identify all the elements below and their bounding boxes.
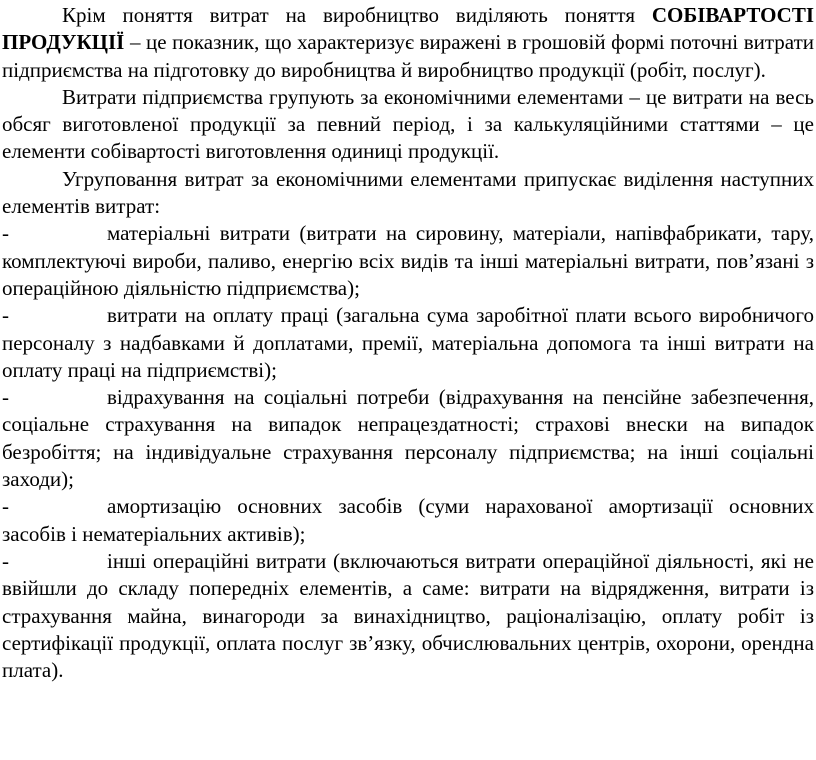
paragraph-elements-intro: Угруповання витрат за економічними елементами припускає виділення наступних елементів витрат: [2, 166, 814, 219]
term-cost-of-production: СОБІВАРТОСТІ ПРОДУКЦІЇ [2, 3, 814, 55]
list-item-text: матеріальні витрати (витрати на сировину, матеріали, напівфабрикати, тару, комплектуючі вироби, паливо, енергію всіх видів та інші матеріальні витрати, пов’язані з операційною діяльністю підприємства); [2, 221, 814, 300]
list-marker: - [2, 221, 9, 246]
list-marker: - [2, 385, 9, 410]
list-marker: - [2, 494, 9, 519]
list-marker: - [2, 548, 9, 573]
list-item-labor-costs [2, 302, 814, 384]
paragraph-cost-definition [2, 2, 814, 84]
list-marker: - [2, 303, 9, 328]
list-item-text: витрати на оплату праці (загальна сума заробітної плати всього виробничого персоналу з надбавками й доплатами, премії, матеріальна допомога та інші витрати на оплату праці на підприємстві); [2, 303, 814, 382]
list-item-text: відрахування на соціальні потреби (відрахування на пенсійне забезпечення, соціальне страхування на випадок непрацездатності; страхові внески на випадок безробіття; на індивідуальне страхування персоналу підприємства; на інші соціальні заходи); [2, 385, 814, 492]
list-item-text: інші операційні витрати (включаються витрати операційної діяльності, які не ввійшли до складу попередніх елементів, а саме: витрати на відрядження, витрати із страхування майна, винагороди за винахідництво, раціоналізацію, оплату робіт із сертифікації продукції, оплата послуг зв’язку, обчислювальних центрів, охорони, орендна плата). [2, 548, 814, 683]
paragraph-text-after: – це показник, що характеризує виражені в грошовій формі поточні витрати підприємства на підготовку до виробництва й виробництво продукції (робіт, послуг). [2, 30, 814, 82]
list-item-depreciation [2, 493, 814, 548]
list-item-other-operating-costs [2, 548, 814, 684]
list-item-social-contributions [2, 384, 814, 493]
list-item-material-costs [2, 220, 814, 302]
list-item-text: амортизацію основних засобів (суми нарахованої амортизації основних засобів і нематеріальних активів); [2, 494, 814, 546]
paragraph-cost-grouping: Витрати підприємства групують за економічними елементами – це витрати на весь обсяг виготовленої продукції за певний період, і за калькуляційними статтями – це елементи собівартості виготовлення одиниці продукції. [2, 84, 814, 164]
paragraph-text-before: Крім поняття витрат на виробництво виділяють поняття [62, 3, 652, 27]
